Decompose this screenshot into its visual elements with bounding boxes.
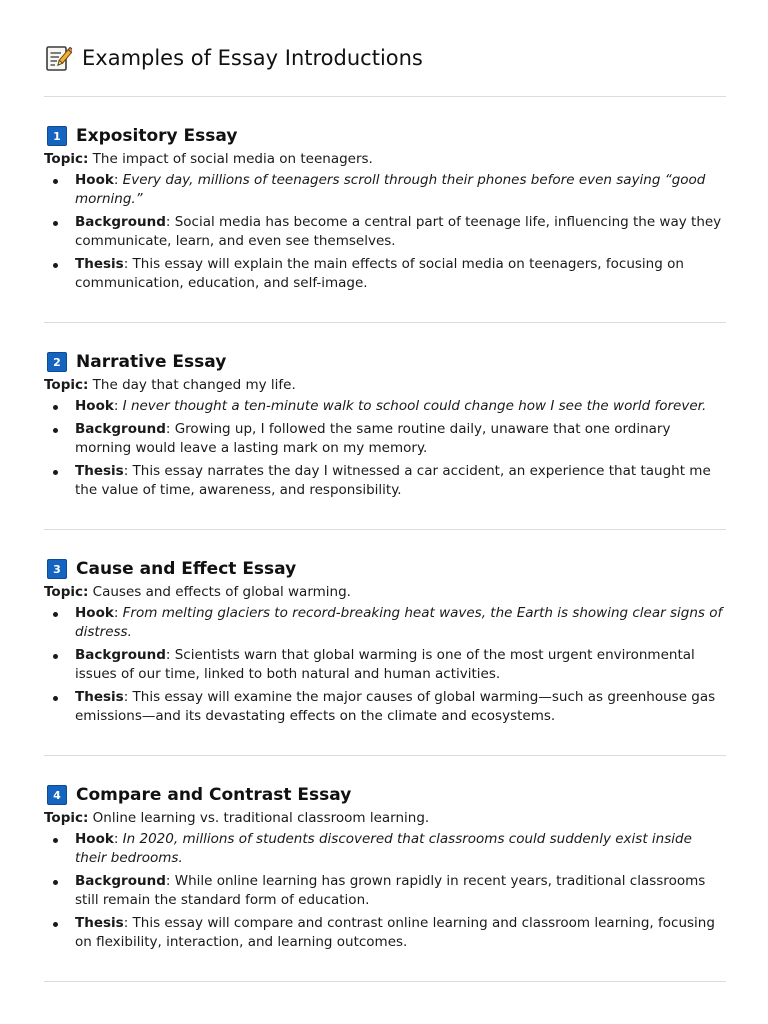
topic-label: Topic: xyxy=(44,584,89,600)
label-separator: : xyxy=(165,873,175,889)
topic-text: The day that changed my life. xyxy=(88,377,296,393)
number-badge-icon: 1 xyxy=(47,126,67,146)
list-item-background xyxy=(44,420,726,458)
hook-text: In 2020, millions of students discovered that classrooms could suddenly exist inside their bedrooms. xyxy=(75,831,692,866)
background-label: Background xyxy=(75,214,166,230)
topic-line xyxy=(44,375,726,395)
list-item-thesis xyxy=(44,462,726,500)
label-separator: : xyxy=(165,421,175,437)
topic-text: Online learning vs. traditional classroom learning. xyxy=(88,810,430,826)
section-heading xyxy=(44,350,726,374)
divider xyxy=(44,981,726,982)
page-title xyxy=(44,40,726,76)
number-badge-icon: 4 xyxy=(47,785,67,805)
section-heading-text: Cause and Effect Essay xyxy=(76,559,297,579)
memo-icon xyxy=(44,44,72,72)
topic-line xyxy=(44,149,726,169)
background-label: Background xyxy=(75,873,166,889)
list-item-hook xyxy=(44,604,726,642)
section-heading xyxy=(44,783,726,807)
label-separator: : xyxy=(113,831,123,847)
essay-section-expository xyxy=(44,97,726,322)
label-separator: : xyxy=(113,172,123,188)
topic-text: Causes and effects of global warming. xyxy=(88,584,351,600)
label-separator: : xyxy=(123,915,133,931)
section-heading-text: Narrative Essay xyxy=(76,352,227,372)
page-title-text: Examples of Essay Introductions xyxy=(82,46,423,70)
label-separator: : xyxy=(113,605,123,621)
background-text: Scientists warn that global warming is one of the most urgent environmental issues of our time, linked to both natural and human activities. xyxy=(75,647,695,682)
hook-label: Hook xyxy=(75,398,114,414)
list-item-background xyxy=(44,872,726,910)
label-separator: : xyxy=(123,256,133,272)
topic-line xyxy=(44,808,726,828)
label-separator: : xyxy=(123,689,133,705)
thesis-label: Thesis xyxy=(75,256,124,272)
section-heading xyxy=(44,124,726,148)
label-separator: : xyxy=(165,214,175,230)
essay-section-compare-contrast xyxy=(44,756,726,981)
list-item-hook xyxy=(44,171,726,209)
intro-points-list xyxy=(44,397,726,500)
list-item-background xyxy=(44,646,726,684)
list-item-thesis xyxy=(44,688,726,726)
thesis-text: This essay will explain the main effects of social media on teenagers, focusing on communication, education, and self-image. xyxy=(75,256,684,291)
hook-label: Hook xyxy=(75,172,114,188)
number-badge-icon: 2 xyxy=(47,352,67,372)
essay-section-cause-effect xyxy=(44,530,726,755)
section-heading-text: Expository Essay xyxy=(76,126,238,146)
topic-line xyxy=(44,582,726,602)
thesis-label: Thesis xyxy=(75,915,124,931)
background-text: Social media has become a central part of teenage life, influencing the way they communicate, learn, and even see themselves. xyxy=(75,214,722,249)
document-page xyxy=(44,0,726,982)
hook-label: Hook xyxy=(75,831,114,847)
section-heading-text: Compare and Contrast Essay xyxy=(76,785,352,805)
list-item-thesis xyxy=(44,255,726,293)
hook-label: Hook xyxy=(75,605,114,621)
topic-label: Topic: xyxy=(44,377,89,393)
label-separator: : xyxy=(123,463,133,479)
hook-text: Every day, millions of teenagers scroll through their phones before even saying “good morning.” xyxy=(75,172,706,207)
label-separator: : xyxy=(165,647,175,663)
hook-text: I never thought a ten-minute walk to school could change how I see the world forever. xyxy=(122,398,707,414)
label-separator: : xyxy=(113,398,123,414)
background-label: Background xyxy=(75,647,166,663)
topic-label: Topic: xyxy=(44,810,89,826)
background-text: Growing up, I followed the same routine daily, unaware that one ordinary morning would leave a lasting mark on my memory. xyxy=(75,421,671,456)
list-item-background xyxy=(44,213,726,251)
topic-label: Topic: xyxy=(44,151,89,167)
essay-section-narrative xyxy=(44,323,726,529)
thesis-text: This essay narrates the day I witnessed a car accident, an experience that taught me the value of time, awareness, and responsibility. xyxy=(75,463,711,498)
list-item-hook xyxy=(44,830,726,868)
background-text: While online learning has grown rapidly in recent years, traditional classrooms still remain the standard form of education. xyxy=(75,873,706,908)
intro-points-list xyxy=(44,604,726,726)
intro-points-list xyxy=(44,171,726,293)
hook-text: From melting glaciers to record-breaking heat waves, the Earth is showing clear signs of distress. xyxy=(75,605,723,640)
list-item-thesis xyxy=(44,914,726,952)
list-item-hook xyxy=(44,397,726,416)
intro-points-list xyxy=(44,830,726,952)
background-label: Background xyxy=(75,421,166,437)
thesis-label: Thesis xyxy=(75,689,124,705)
thesis-text: This essay will compare and contrast online learning and classroom learning, focusing on flexibility, interaction, and learning outcomes. xyxy=(75,915,715,950)
thesis-text: This essay will examine the major causes of global warming—such as greenhouse gas emissions—and its devastating effects on the climate and ecosystems. xyxy=(75,689,716,724)
number-badge-icon: 3 xyxy=(47,559,67,579)
section-heading xyxy=(44,557,726,581)
topic-text: The impact of social media on teenagers. xyxy=(88,151,373,167)
thesis-label: Thesis xyxy=(75,463,124,479)
